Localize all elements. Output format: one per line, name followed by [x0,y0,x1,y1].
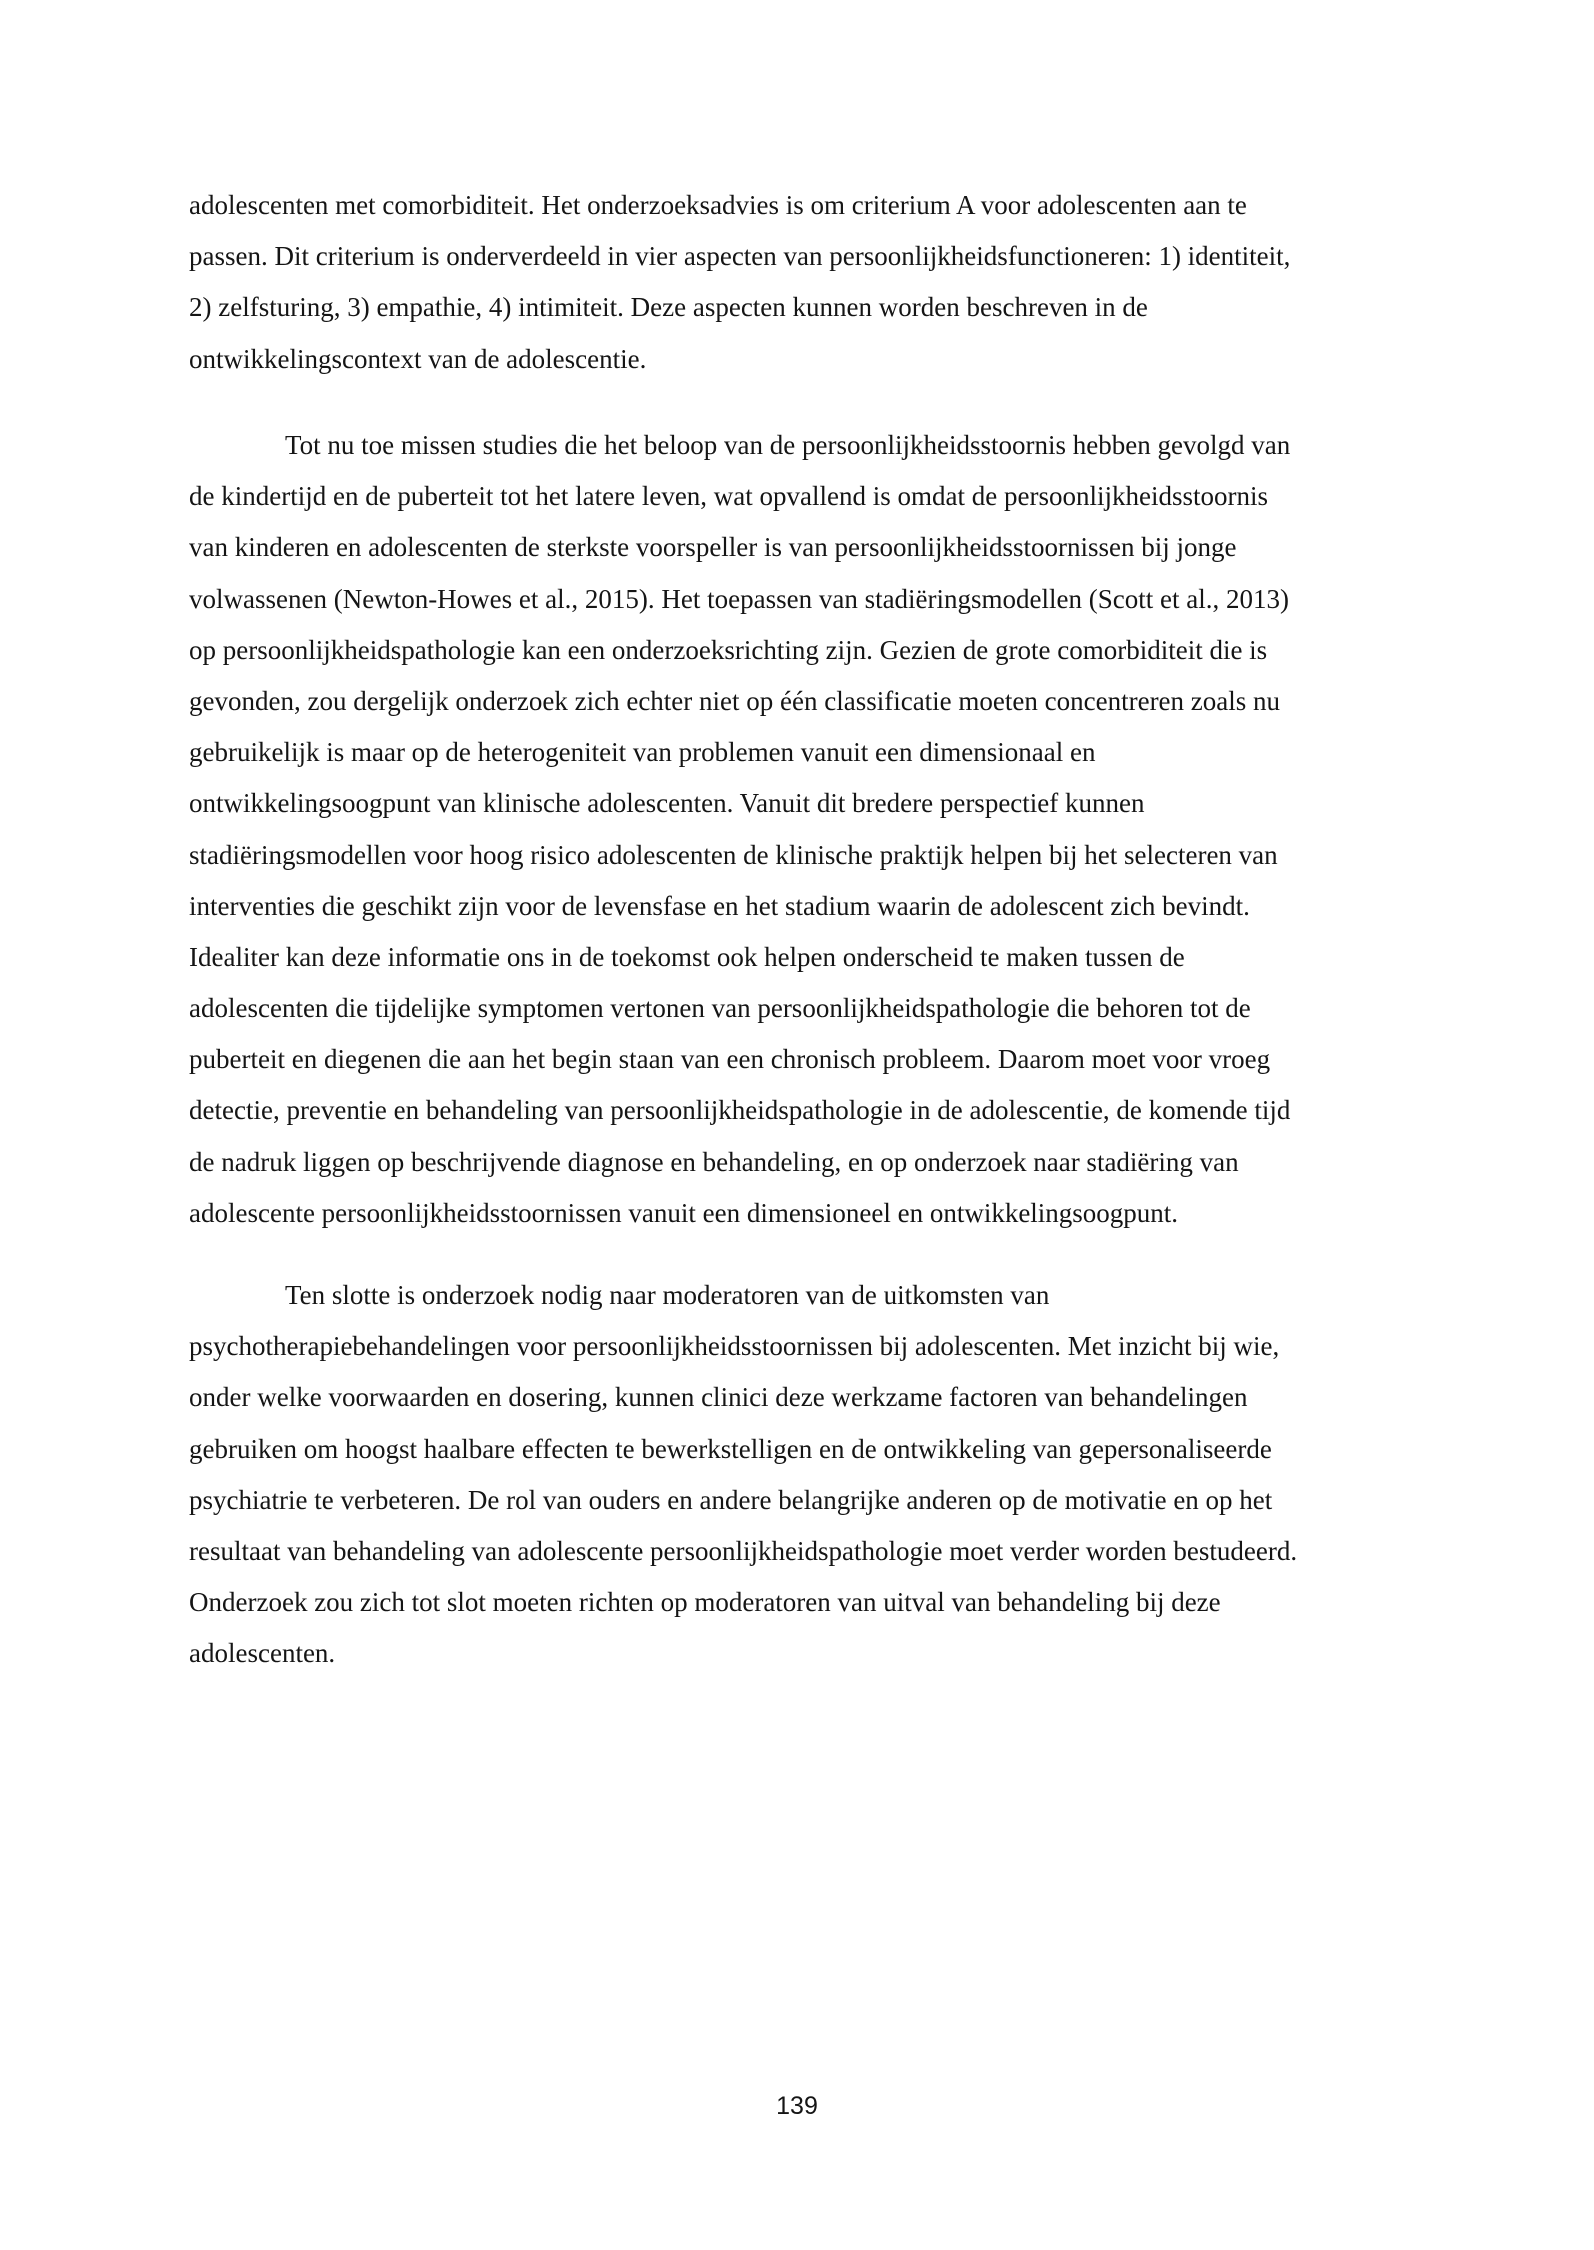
text-line: adolescenten. [189,1638,336,1669]
text-line: Onderzoek zou zich tot slot moeten richten op moderatoren van uitval van behandeling bij deze [189,1587,1221,1618]
text-line: Idealiter kan deze informatie ons in de toekomst ook helpen onderscheid te maken tussen de [189,941,1185,972]
text-line: onder welke voorwaarden en dosering, kunnen clinici deze werkzame factoren van behandelingen [189,1382,1248,1413]
text-line: 2) zelfsturing, 3) empathie, 4) intimiteit. Deze aspecten kunnen worden beschreven in de [189,292,1148,323]
text-line: op persoonlijkheidspathologie kan een onderzoeksrichting zijn. Gezien de grote comorbiditeit die is [189,634,1268,665]
text-line: interventies die geschikt zijn voor de levensfase en het stadium waarin de adolescent zich bevindt. [189,890,1250,921]
text-line-indented: Tot nu toe missen studies die het beloop van de persoonlijkheidsstoornis hebben gevolgd van [285,430,1291,460]
text-line: van kinderen en adolescenten de sterkste voorspeller is van persoonlijkheidsstoornissen bij jonge [189,532,1237,563]
text-line: psychiatrie te verbeteren. De rol van ouders en andere belangrijke anderen op de motivatie en op het [189,1484,1273,1515]
text-line: adolescenten die tijdelijke symptomen vertonen van persoonlijkheidspathologie die behoren tot de [189,993,1251,1024]
text-line: ontwikkelingsoogpunt van klinische adolescenten. Vanuit dit bredere perspectief kunnen [189,788,1145,819]
text-line: resultaat van behandeling van adolescente persoonlijkheidspathologie moet verder worden bestudeerd. [189,1535,1298,1566]
text-line: volwassenen (Newton-Howes et al., 2015). Het toepassen van stadiëringsmodellen (Scott et al., 2013) [189,583,1289,614]
paragraph-1 [189,180,1404,385]
text-line-indented: Ten slotte is onderzoek nodig naar moderatoren van de uitkomsten van [285,1280,1050,1310]
paragraph-2 [189,420,1404,1239]
text-line: adolescenten met comorbiditeit. Het onderzoeksadvies is om criterium A voor adolescenten aan te [189,190,1247,220]
text-line: gebruiken om hoogst haalbare effecten te bewerkstelligen en de ontwikkeling van gepersonaliseerde [189,1433,1272,1464]
text-line: psychotherapiebehandelingen voor persoonlijkheidsstoornissen bij adolescenten. Met inzicht bij wie, [189,1331,1280,1362]
text-line: ontwikkelingscontext van de adolescentie. [189,343,647,374]
page-number: 139 [776,2092,818,2120]
text-line: gevonden, zou dergelijk onderzoek zich echter niet op één classificatie moeten concentreren zoals nu [189,685,1281,716]
text-line: adolescente persoonlijkheidsstoornissen vanuit een dimensioneel en ontwikkelingsoogpunt. [189,1197,1179,1228]
text-line: stadiëringsmodellen voor hoog risico adolescenten de klinische praktijk helpen bij het selecteren van [189,839,1278,870]
text-line: gebruikelijk is maar op de heterogeniteit van problemen vanuit een dimensionaal en [189,737,1096,768]
text-line: passen. Dit criterium is onderverdeeld in vier aspecten van persoonlijkheidsfunctioneren: 1) identiteit, [189,241,1291,272]
paragraph-3 [189,1270,1404,1680]
text-line: de nadruk liggen op beschrijvende diagnose en behandeling, en op onderzoek naar stadiëring van [189,1146,1239,1177]
text-line: detectie, preventie en behandeling van persoonlijkheidspathologie in de adolescentie, de komende tijd [189,1095,1291,1126]
text-line: de kindertijd en de puberteit tot het latere leven, wat opvallend is omdat de persoonlijkheidsstoornis [189,481,1268,512]
text-line: puberteit en diegenen die aan het begin staan van een chronisch probleem. Daarom moet voor vroeg [189,1044,1271,1075]
